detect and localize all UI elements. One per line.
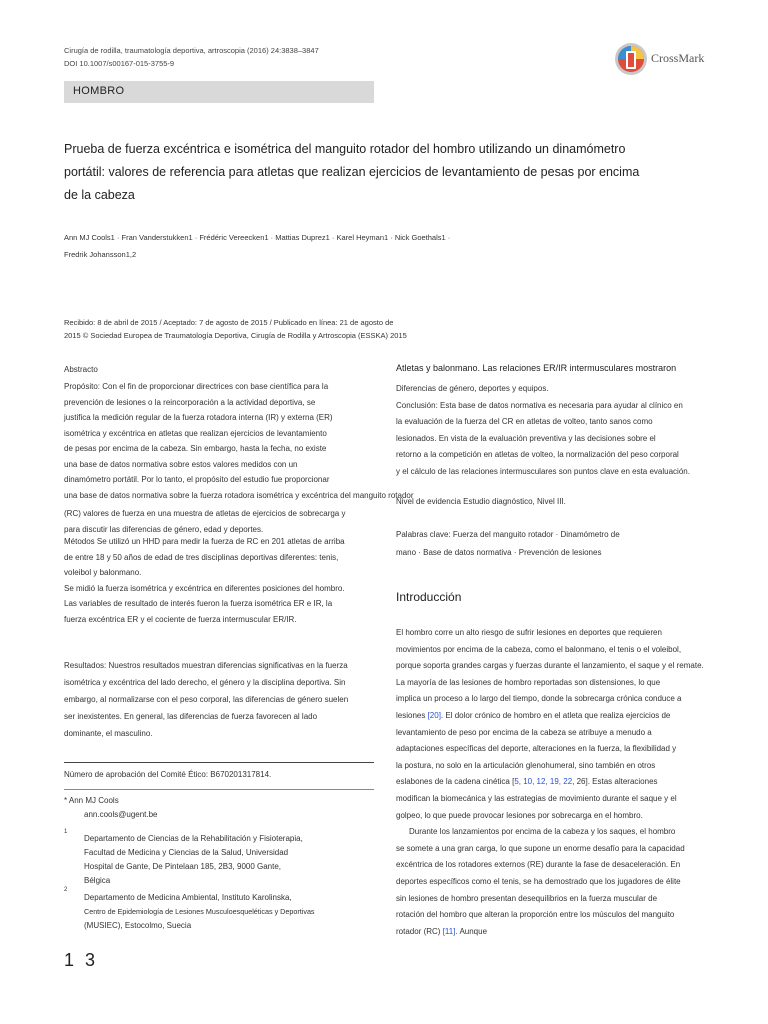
section-label: HOMBRO: [73, 85, 125, 97]
affiliation-line: Departamento de Ciencias de la Rehabilitación y Fisioterapia,: [84, 834, 303, 843]
abstract-line: isométrica y excéntrica en atletas que realizan ejercicios de levantamiento: [64, 428, 327, 438]
results-line: embargo, al normalizarse con el peso corporal, las diferencias de género suelen: [64, 695, 349, 704]
intro-text: lesiones: [396, 710, 428, 720]
intro-line: la postura, no solo en la articulación glenohumeral, sino también en otros: [396, 760, 656, 770]
intro-line: [396, 924, 736, 941]
conclusion-line: y el cálculo de las relaciones intermusculares son puntos clave en esta evaluación.: [396, 466, 690, 476]
author-line: Fredrik Johansson1,2: [64, 250, 137, 259]
intro-line: Durante los lanzamientos por encima de la cabeza y los saques, el hombro: [409, 827, 676, 837]
abstract-line: una base de datos normativa sobre la fuerza rotadora isométrica y excéntrica del manguito rotador: [64, 490, 414, 500]
intro-text: , 26]. Estas alteraciones: [572, 777, 658, 787]
crossmark-label: CrossMark: [651, 51, 705, 65]
intro-line: golpeo, lo que puede provocar lesiones por sobrecarga en el hombro.: [396, 810, 643, 820]
intro-line: sin lesiones de hombro presentan desequilibrios en la fuerza muscular de: [396, 893, 658, 903]
abstract-heading: Abstracto: [64, 365, 98, 374]
abstract-line: prevención de lesiones o la reincorporación a la actividad deportiva, se: [64, 397, 316, 407]
received-line: 2015 © Sociedad Europea de Traumatología Deportiva, Cirugía de Rodilla y Artroscopia (ESSKA) 2015: [64, 331, 407, 340]
intro-body: [396, 625, 736, 940]
intro-line: excéntrica de los rotadores externos (RE) durante la fase de desaceleración. En: [396, 860, 681, 870]
intro-heading: Introducción: [396, 590, 462, 604]
ethics-number: Número de aprobación del Comité Ético: B670201317814.: [64, 770, 272, 779]
affiliation-line: Departamento de Medicina Ambiental, Instituto Karolinska,: [84, 893, 292, 902]
intro-text: . El dolor crónico de hombro en el atleta que realiza ejercicios de: [440, 710, 671, 720]
title-line: portátil: valores de referencia para atletas que realizan ejercicios de levantamiento de pesas por encima: [64, 165, 640, 179]
abstract-line: Propósito: Con el fin de proporcionar directrices con base científica para la: [64, 382, 329, 391]
crossmark-badge[interactable]: [613, 39, 713, 79]
conclusion-line: lesionados. En vista de la evaluación preventiva y las decisiones sobre el: [396, 433, 656, 443]
footnote-divider: [64, 762, 374, 763]
intro-line: porque soporta grandes cargas y fuerzas durante el lanzamiento, el saque y el remate.: [396, 661, 704, 671]
intro-line: modifican la biomecánica y las estrategias de movimiento durante el saque y el: [396, 793, 677, 803]
intro-text: eslabones de la cadena cinética [: [396, 777, 515, 787]
results-line: isométrica y excéntrica del lado derecho, el género y la disciplina deportiva. Sin: [64, 678, 346, 687]
affiliation-line: (MUSIEC), Estocolmo, Suecia: [84, 921, 192, 930]
abstract-results: [64, 657, 394, 742]
citation-link[interactable]: 5, 10, 12, 19, 22: [514, 777, 573, 787]
article-title: [64, 138, 664, 207]
intro-line: movimientos por encima de la cabeza, como el balonmano, el tenis o el voleibol,: [396, 644, 682, 654]
abstract-line: justifica la medición regular de la fuerza rotadora interna (IR) y externa (ER): [64, 413, 333, 422]
abstract-line: (RC) valores de fuerza en una muestra de atletas de ejercicios de sobrecarga y: [64, 509, 346, 518]
author-list: [64, 229, 524, 263]
received-dates: [64, 316, 464, 342]
abstract-continued-top: Atletas y balonmano. Las relaciones ER/IR intermusculares mostraron: [396, 363, 677, 373]
abstract-line: voleibol y balonmano.: [64, 568, 142, 577]
results-line: ser inexistentes. En general, las diferencias de fuerza favorecen al lado: [64, 712, 318, 721]
section-band: [64, 81, 374, 103]
received-line: Recibido: 8 de abril de 2015 / Aceptado: 7 de agosto de 2015 / Publicado en línea: 21 de agosto de: [64, 318, 394, 327]
page-number: 1 3: [64, 950, 99, 970]
intro-line: La mayoría de las lesiones de hombro reportadas son distensiones, lo que: [396, 677, 661, 687]
abstract-line: fuerza excéntrica ER y el cociente de fuerza intermuscular ER/IR.: [64, 614, 297, 624]
affiliation-line: Facultad de Medicina y Ciencias de la Salud, Universidad: [84, 848, 289, 857]
keywords-line: mano · Base de datos normativa · Prevención de lesiones: [396, 548, 602, 557]
conclusion-line: la evaluación de la fuerza del CR en atletas de volteo, tanto sanos como: [396, 417, 653, 426]
affiliation-number: 1: [64, 829, 68, 835]
abstract-line: Se midió la fuerza isométrica y excéntrica en diferentes posiciones del hombro.: [64, 583, 345, 593]
intro-text: . Aunque: [455, 926, 488, 936]
keywords: [396, 526, 620, 562]
intro-line: adaptaciones específicas del deporte, alteraciones en la fuerza, la flexibilidad y: [396, 744, 677, 754]
footnote-divider-2: [64, 789, 374, 790]
intro-line: implica un proceso a lo largo del tiempo, donde la sobrecarga crónica conduce a: [396, 694, 682, 704]
abstract-line: de entre 18 y 50 años de edad de tres disciplinas deportivas diferentes: tenis,: [64, 552, 339, 562]
intro-line: El hombro corre un alto riesgo de sufrir lesiones en deportes que requieren: [396, 628, 662, 637]
intro-line: rotación del hombro que alteran la proporción entre los músculos del manguito: [396, 910, 675, 920]
abstract-line: una base de datos normativa sobre estos valores medidos con un: [64, 459, 298, 469]
abstract-line: dinamómetro portátil. Por lo tanto, el propósito del estudio fue proporcionar: [64, 475, 330, 484]
conclusion-line: Conclusión: Esta base de datos normativa es necesaria para ayudar al clínico en: [396, 400, 683, 410]
abstract-line: Métodos Se utilizó un HHD para medir la fuerza de RC en 201 atletas de arriba: [64, 537, 345, 546]
title-line: Prueba de fuerza excéntrica e isométrica del manguito rotador del hombro utilizando un dinamómetro: [64, 142, 626, 156]
affiliation-number: 2: [64, 887, 68, 893]
intro-line: [396, 708, 736, 725]
intro-line: levantamiento de peso por encima de la cabeza se atribuye a menudo a: [396, 727, 652, 737]
intro-line: deportes específicos como el tenis, se ha demostrado que los jugadores de élite: [396, 876, 681, 886]
author-email[interactable]: ann.cools@ugent.be: [84, 810, 158, 819]
abstract-conclusion: [396, 381, 726, 480]
affiliation-line: Centro de Epidemiología de Lesiones Musculoesqueléticas y Deportivas: [84, 907, 315, 916]
affiliation-2: [84, 891, 315, 933]
results-line: dominante, el masculino.: [64, 729, 153, 738]
intro-line: [396, 774, 736, 791]
abstract-line: Las variables de resultado de interés fueron la fuerza isométrica ER e IR, la: [64, 599, 333, 608]
affiliation-line: Hospital de Gante, De Pintelaan 185, 2B3, 9000 Gante,: [84, 862, 282, 871]
doi[interactable]: DOI 10.1007/s00167-015-3755-9: [64, 59, 175, 68]
citation-link[interactable]: [11]: [442, 926, 456, 936]
results-line: Resultados: Nuestros resultados muestran diferencias significativas en la fuerza: [64, 661, 348, 670]
conclusion-line: Diferencias de género, deportes y equipos.: [396, 384, 549, 393]
intro-text: rotador (RC): [396, 926, 443, 936]
abstract-body: [64, 379, 414, 627]
affiliation-1: [84, 832, 303, 888]
journal-citation: Cirugía de rodilla, traumatología deportiva, artroscopia (2016) 24:3838–3847: [64, 46, 319, 55]
title-line: de la cabeza: [64, 188, 135, 202]
author-line: Ann MJ Cools1 · Fran Vanderstukken1 · Frédéric Vereecken1 · Mattias Duprez1 · Karel Heyman1 · Nick Goethals1 ·: [64, 233, 451, 242]
citation-link[interactable]: [20]: [427, 710, 441, 720]
conclusion-line: retorno a la competición en atletas de volteo, la normalización del peso corporal: [396, 450, 679, 459]
affiliation-line: Bélgica: [84, 876, 111, 885]
evidence-level: Nivel de evidencia Estudio diagnóstico, Nivel III.: [396, 497, 566, 506]
intro-line: se somete a una gran carga, lo que supone un enorme desafío para la capacidad: [396, 843, 685, 853]
abstract-line: para discutir las diferencias de género, edad y deportes.: [64, 524, 264, 534]
abstract-line: de pesas por encima de la cabeza. Sin embargo, hasta la fecha, no existe: [64, 444, 327, 453]
keywords-line: Palabras clave: Fuerza del manguito rotador · Dinamómetro de: [396, 530, 620, 539]
corresponding-author: * Ann MJ Cools: [64, 796, 119, 805]
